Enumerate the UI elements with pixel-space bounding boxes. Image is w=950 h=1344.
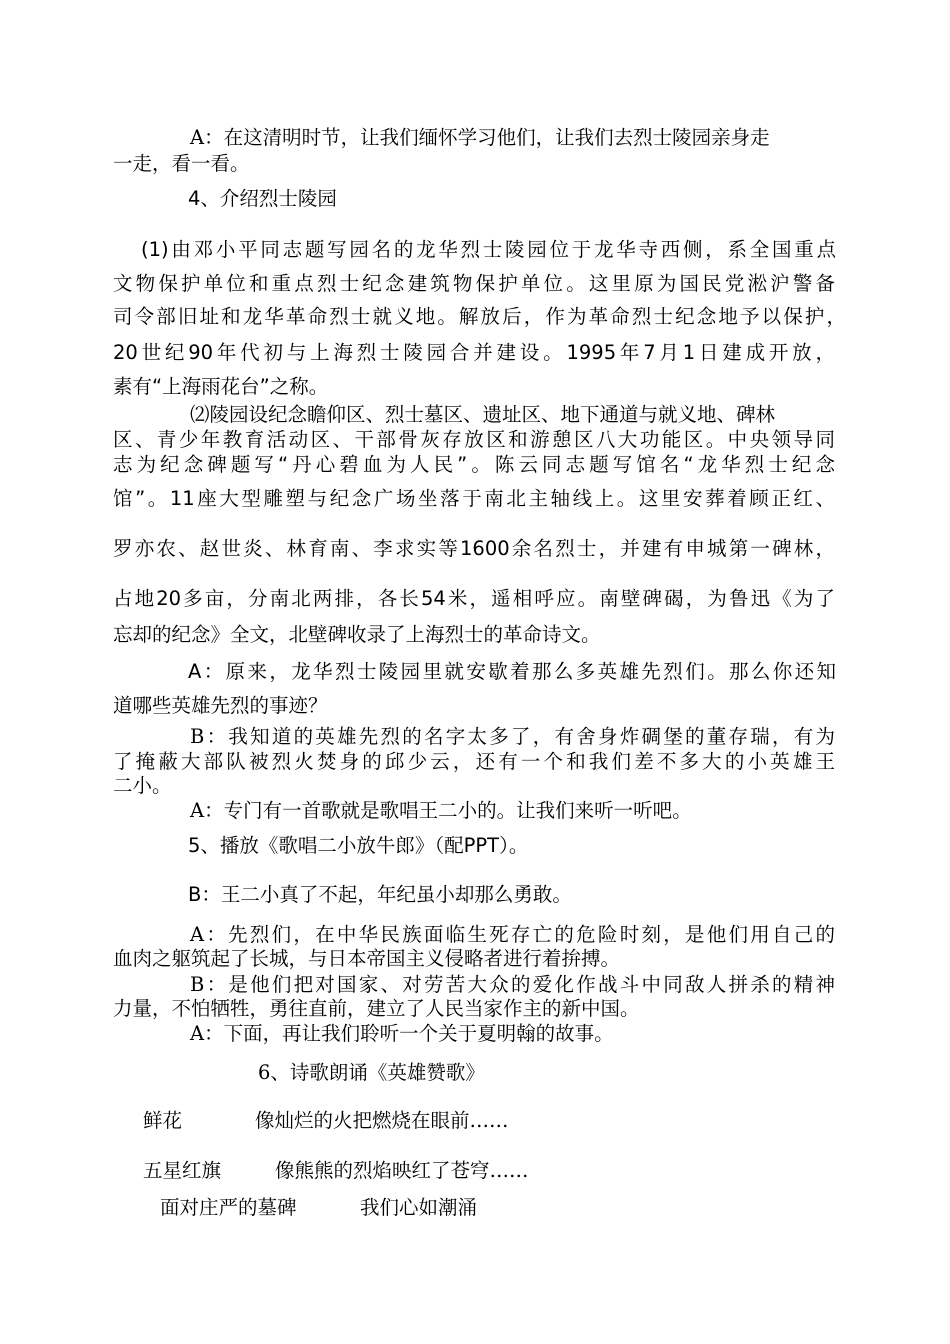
dialogue-line: 血肉之躯筑起了长城，与日本帝国主义侵略者进行着拚搏。 bbox=[113, 947, 621, 970]
paragraph-line: 司令部旧址和龙华革命烈士就义地。解放后，作为革命烈士纪念地予以保护， bbox=[113, 305, 846, 328]
dialogue-line: A：原来，龙华烈士陵园里就安歇着那么多英雄先烈们。那么你还知 bbox=[188, 660, 836, 683]
section-heading: 6、诗歌朗诵《英雄赞歌》 bbox=[258, 1061, 485, 1084]
section-heading: 5、播放《歌唱二小放牛郎》（配PPT）。 bbox=[188, 834, 529, 857]
dialogue-line: A：下面，再让我们聆听一个关于夏明翰的故事。 bbox=[190, 1022, 614, 1045]
dialogue-line: 道哪些英雄先烈的事迹？ bbox=[113, 694, 328, 717]
poem-line bbox=[360, 1196, 477, 1220]
dialogue-line: B：王二小真了不起，年纪虽小却那么勇敢。 bbox=[188, 883, 572, 906]
dialogue-line: 二小。 bbox=[113, 774, 172, 797]
paragraph-line: 素有“上海雨花台”之称。 bbox=[113, 375, 329, 398]
poem-line-left: 面对庄严的墓碑 bbox=[160, 1196, 297, 1219]
poem-line bbox=[160, 1196, 297, 1220]
dialogue-line: A：专门有一首歌就是歌唱王二小的。让我们来听一听吧。 bbox=[190, 799, 692, 822]
paragraph-line: 忘却的纪念》全文，北壁碑收录了上海烈士的革命诗文。 bbox=[113, 623, 601, 646]
dialogue-line: A：先烈们，在中华民族面临生死存亡的危险时刻，是他们用自己的 bbox=[190, 923, 835, 946]
section-heading: 4、介绍烈士陵园 bbox=[188, 187, 337, 210]
paragraph-line: 罗亦农、赵世炎、林育南、李求实等1600余名烈士，并建有申城第一碑林， bbox=[113, 537, 835, 560]
dialogue-line: 了掩蔽大部队被烈火焚身的邱少云，还有一个和我们差不多大的小英雄王 bbox=[113, 750, 835, 773]
paragraph-line: (1)由邓小平同志题写园名的龙华烈士陵园位于龙华寺西侧，系全国重点 bbox=[141, 238, 836, 261]
poem-line bbox=[275, 1159, 529, 1183]
paragraph-line: 馆”。11座大型雕塑与纪念广场坐落于南北主轴线上。这里安葬着顾正红、 bbox=[113, 487, 835, 510]
dialogue-line: B：我知道的英雄先烈的名字太多了，有舍身炸碉堡的董存瑞，有为 bbox=[190, 725, 835, 748]
paragraph-line: 区、青少年教育活动区、干部骨灰存放区和游憩区八大功能区。中央领导同 bbox=[113, 428, 835, 451]
dialogue-line: B：是他们把对国家、对劳苦大众的爱化作战斗中同敌人拼杀的精神 bbox=[190, 973, 835, 996]
poem-line-right: 我们心如潮涌 bbox=[360, 1196, 478, 1219]
poem-line-left: 鲜花 bbox=[143, 1109, 183, 1132]
paragraph-line: 文物保护单位和重点烈士纪念建筑物保护单位。这里原为国民党淞沪警备 bbox=[113, 272, 835, 295]
paragraph-line: 一走，看一看。 bbox=[113, 152, 250, 175]
paragraph-line: 志为纪念碑题写“丹心碧血为人民”。陈云同志题写馆名“龙华烈士纪念 bbox=[113, 453, 835, 476]
paragraph-line: 20世纪90年代初与上海烈士陵园合并建设。1995年7月1日建成开放， bbox=[113, 341, 835, 364]
poem-line-left: 五星红旗 bbox=[143, 1159, 222, 1182]
paragraph-line: ⑵陵园设纪念瞻仰区、烈士墓区、遗址区、地下通道与就义地、碑林 bbox=[190, 403, 776, 426]
poem-line bbox=[255, 1109, 509, 1133]
paragraph-line: 占地20多亩，分南北两排，各长54米，遥相呼应。南壁碑碣，为鲁迅《为了 bbox=[113, 587, 835, 610]
poem-line-right: 像灿烂的火把燃烧在眼前…… bbox=[255, 1109, 509, 1132]
dialogue-line: 力量，不怕牺牲，勇往直前，建立了人民当家作主的新中国。 bbox=[113, 997, 640, 1020]
paragraph-line: A：在这清明时节，让我们缅怀学习他们，让我们去烈士陵园亲身走 bbox=[190, 126, 770, 149]
poem-line bbox=[143, 1109, 182, 1133]
poem-line bbox=[143, 1159, 221, 1183]
poem-line-right: 像熊熊的烈焰映红了苍穹…… bbox=[275, 1159, 529, 1182]
